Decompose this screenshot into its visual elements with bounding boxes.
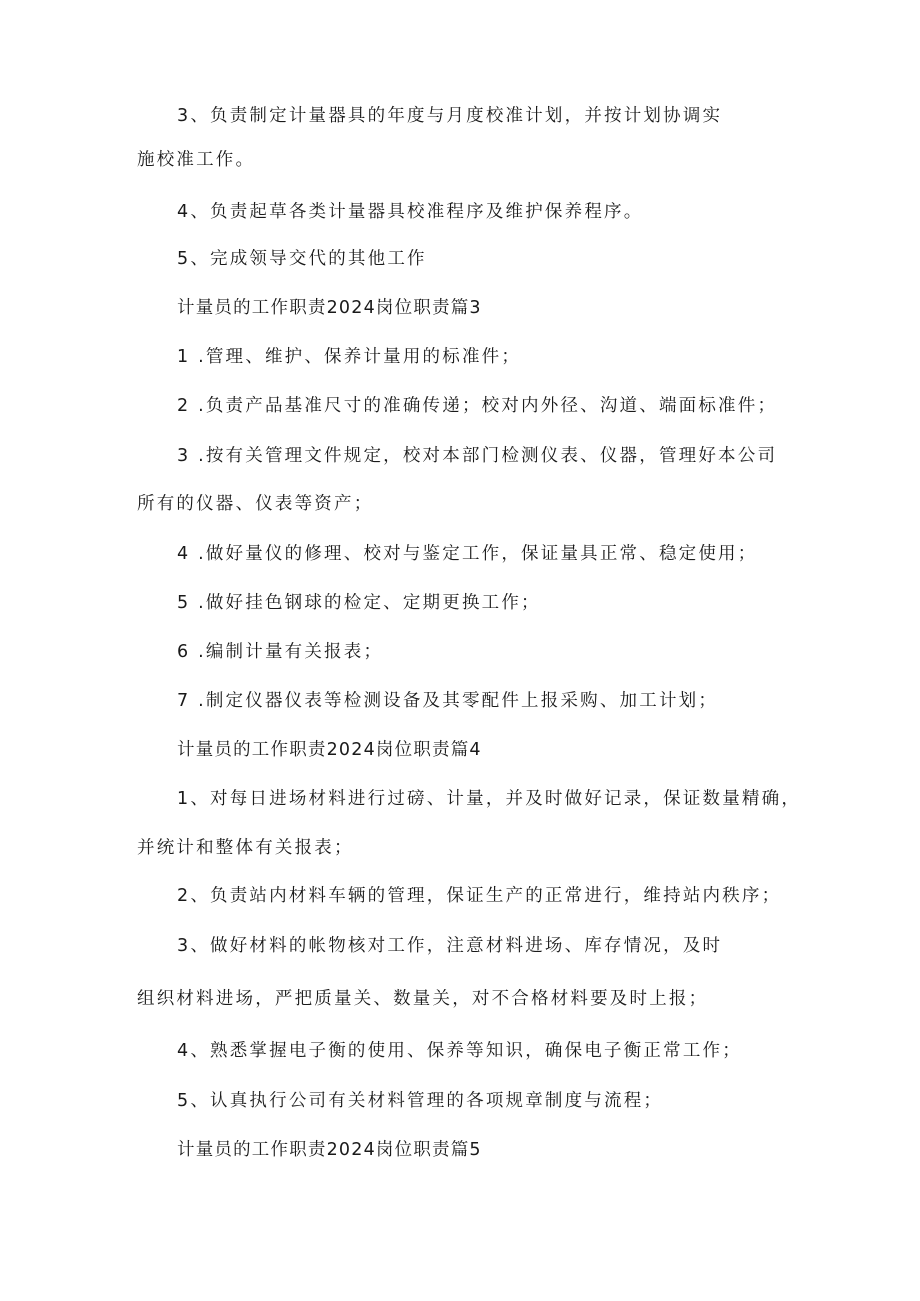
section-heading: 计量员的工作职责2024岗位职责篇5 xyxy=(177,1140,482,1160)
paragraph-line: 6 .编制计量有关报表； xyxy=(177,642,384,662)
paragraph-line: 2 .负责产品基准尺寸的准确传递；校对内外径、沟道、端面标准件； xyxy=(177,396,778,416)
paragraph-line: 组织材料进场，严把质量关、数量关，对不合格材料要及时上报； xyxy=(137,989,709,1009)
paragraph-line: 4、熟悉掌握电子衡的使用、保养等知识，确保电子衡正常工作； xyxy=(177,1041,742,1061)
section-heading: 计量员的工作职责2024岗位职责篇4 xyxy=(177,740,482,760)
paragraph-line: 1、对每日进场材料进行过磅、计量，并及时做好记录，保证数量精确， xyxy=(177,789,802,809)
paragraph-line: 5 .做好挂色钢球的检定、定期更换工作； xyxy=(177,593,541,613)
paragraph-line: 3、做好材料的帐物核对工作，注意材料进场、库存情况，及时 xyxy=(177,936,723,956)
paragraph-line: 并统计和整体有关报表； xyxy=(137,838,354,858)
paragraph-line: 4、负责起草各类计量器具校准程序及维护保养程序。 xyxy=(177,202,644,222)
paragraph-line: 5、完成领导交代的其他工作 xyxy=(177,249,427,269)
paragraph-line: 施校准工作。 xyxy=(137,150,256,170)
paragraph-line: 5、认真执行公司有关材料管理的各项规章制度与流程； xyxy=(177,1091,664,1111)
paragraph-line: 4 .做好量仪的修理、校对与鉴定工作，保证量具正常、稳定使用； xyxy=(177,544,758,564)
paragraph-line: 7 .制定仪器仪表等检测设备及其零配件上报采购、加工计划； xyxy=(177,691,719,711)
paragraph-line: 1 .管理、维护、保养计量用的标准件； xyxy=(177,347,522,367)
paragraph-line: 3、负责制定计量器具的年度与月度校准计划，并按计划协调实 xyxy=(177,106,723,126)
paragraph-line: 2、负责站内材料车辆的管理，保证生产的正常进行，维持站内秩序； xyxy=(177,886,782,906)
section-heading: 计量员的工作职责2024岗位职责篇3 xyxy=(177,298,482,318)
paragraph-line: 所有的仪器、仪表等资产； xyxy=(137,494,374,514)
paragraph-line: 3 .按有关管理文件规定，校对本部门检测仪表、仪器，管理好本公司 xyxy=(177,446,778,466)
